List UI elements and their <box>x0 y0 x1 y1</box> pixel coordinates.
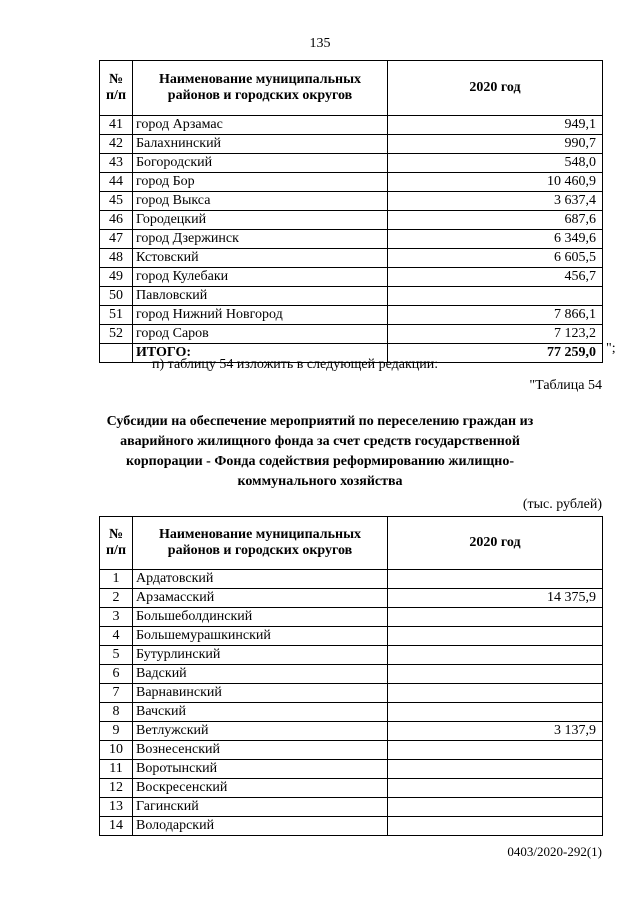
row-name: город Нижний Новгород <box>133 306 388 325</box>
row-number: 42 <box>100 135 133 154</box>
row-name: город Дзержинск <box>133 230 388 249</box>
total-num <box>100 344 133 363</box>
table-row <box>100 608 603 627</box>
row-number: 41 <box>100 116 133 135</box>
row-number: 6 <box>100 665 133 684</box>
row-number: 47 <box>100 230 133 249</box>
table-row <box>100 230 603 249</box>
row-value: 949,1 <box>388 116 603 135</box>
table-row <box>100 760 603 779</box>
row-number: 3 <box>100 608 133 627</box>
row-value <box>388 760 603 779</box>
row-number: 44 <box>100 173 133 192</box>
table-row <box>100 570 603 589</box>
row-number: 7 <box>100 684 133 703</box>
row-number: 52 <box>100 325 133 344</box>
row-value: 3 637,4 <box>388 192 603 211</box>
row-name: город Бор <box>133 173 388 192</box>
row-value <box>388 741 603 760</box>
row-name: Вачский <box>133 703 388 722</box>
row-name: город Арзамас <box>133 116 388 135</box>
row-name: Вознесенский <box>133 741 388 760</box>
table-row <box>100 684 603 703</box>
row-name: Богородский <box>133 154 388 173</box>
row-value: 7 123,2 <box>388 325 603 344</box>
table-row <box>100 287 603 306</box>
row-value: 7 866,1 <box>388 306 603 325</box>
table-row <box>100 798 603 817</box>
header-year: 2020 год <box>388 61 603 116</box>
table-row <box>100 779 603 798</box>
row-number: 10 <box>100 741 133 760</box>
row-value: 548,0 <box>388 154 603 173</box>
row-name: Балахнинский <box>133 135 388 154</box>
row-number: 51 <box>100 306 133 325</box>
row-value: 687,6 <box>388 211 603 230</box>
row-value <box>388 684 603 703</box>
row-value <box>388 703 603 722</box>
row-number: 48 <box>100 249 133 268</box>
row-name: Варнавинский <box>133 684 388 703</box>
table-row <box>100 741 603 760</box>
row-name: Ветлужский <box>133 722 388 741</box>
table-row <box>100 817 603 836</box>
row-value: 3 137,9 <box>388 722 603 741</box>
row-value: 14 375,9 <box>388 589 603 608</box>
header-num: № п/п <box>100 517 133 570</box>
instruction-text: п) таблицу 54 изложить в следующей редакции: <box>152 357 439 372</box>
row-value <box>388 646 603 665</box>
table-heading: Субсидии на обеспечение мероприятий по переселению граждан из аварийного жилищного фонда за счет средств государственной корпорации - Фонда содействия реформированию жилищно-коммунального хозяйства <box>106 414 534 489</box>
units-label: (тыс. рублей) <box>522 497 602 512</box>
table-header-row <box>100 61 603 116</box>
row-number: 2 <box>100 589 133 608</box>
table-row <box>100 306 603 325</box>
row-number: 11 <box>100 760 133 779</box>
row-value <box>388 608 603 627</box>
header-num: № п/п <box>100 61 133 116</box>
row-name: Воротынский <box>133 760 388 779</box>
row-name: Гагинский <box>133 798 388 817</box>
row-name: город Саров <box>133 325 388 344</box>
row-name: Кстовский <box>133 249 388 268</box>
row-value <box>388 817 603 836</box>
table-header-row <box>100 517 603 570</box>
row-number: 46 <box>100 211 133 230</box>
row-number: 8 <box>100 703 133 722</box>
row-number: 5 <box>100 646 133 665</box>
row-number: 1 <box>100 570 133 589</box>
row-value: 6 605,5 <box>388 249 603 268</box>
total-label: ИТОГО: <box>133 344 388 363</box>
table-row <box>100 192 603 211</box>
table-row <box>100 173 603 192</box>
row-number: 45 <box>100 192 133 211</box>
row-name: Большемурашкинский <box>133 627 388 646</box>
row-name: город Выкса <box>133 192 388 211</box>
row-value: 990,7 <box>388 135 603 154</box>
document-code: 0403/2020-292(1) <box>507 844 602 859</box>
row-value <box>388 627 603 646</box>
row-value: 10 460,9 <box>388 173 603 192</box>
row-value <box>388 287 603 306</box>
row-name: Павловский <box>133 287 388 306</box>
table-54 <box>99 516 603 836</box>
row-name: Вадский <box>133 665 388 684</box>
row-name: Ардатовский <box>133 570 388 589</box>
row-number: 50 <box>100 287 133 306</box>
table-row <box>100 325 603 344</box>
row-name: Володарский <box>133 817 388 836</box>
row-value: 456,7 <box>388 268 603 287</box>
table-row <box>100 703 603 722</box>
table-row <box>100 646 603 665</box>
row-name: Большеболдинский <box>133 608 388 627</box>
header-year: 2020 год <box>388 517 603 570</box>
row-number: 9 <box>100 722 133 741</box>
row-number: 43 <box>100 154 133 173</box>
table-row <box>100 211 603 230</box>
table-row <box>100 722 603 741</box>
row-number: 14 <box>100 817 133 836</box>
row-number: 4 <box>100 627 133 646</box>
row-value: 6 349,6 <box>388 230 603 249</box>
row-name: Городецкий <box>133 211 388 230</box>
table-row <box>100 268 603 287</box>
table-subsidies-continued <box>99 60 603 363</box>
page-number: 135 <box>309 36 331 51</box>
row-value <box>388 798 603 817</box>
row-number: 13 <box>100 798 133 817</box>
total-value: 77 259,0 <box>388 344 603 363</box>
table-row <box>100 154 603 173</box>
table-row <box>100 589 603 608</box>
row-name: Бутурлинский <box>133 646 388 665</box>
row-value <box>388 570 603 589</box>
table-row <box>100 627 603 646</box>
table-row <box>100 249 603 268</box>
row-name: город Кулебаки <box>133 268 388 287</box>
table-label: "Таблица 54 <box>529 378 602 393</box>
table-closing-quote: "; <box>606 341 616 356</box>
row-name: Воскресенский <box>133 779 388 798</box>
row-number: 49 <box>100 268 133 287</box>
table-row <box>100 135 603 154</box>
row-value <box>388 665 603 684</box>
table-row <box>100 665 603 684</box>
row-number: 12 <box>100 779 133 798</box>
header-name: Наименование муниципальных районов и городских округов <box>133 517 388 570</box>
table-row <box>100 116 603 135</box>
row-value <box>388 779 603 798</box>
header-name: Наименование муниципальных районов и городских округов <box>133 61 388 116</box>
row-name: Арзамасский <box>133 589 388 608</box>
